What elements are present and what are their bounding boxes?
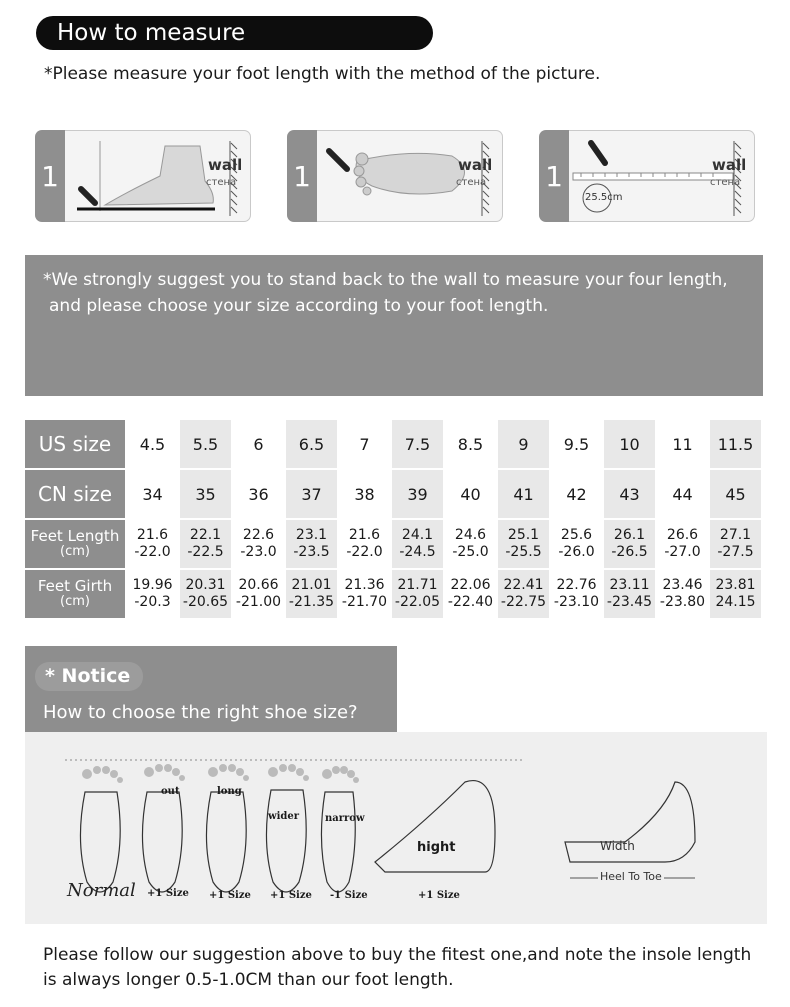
foot-top-icon bbox=[317, 131, 502, 221]
feet-length-to: -22.5 bbox=[187, 544, 224, 560]
feet-girth-cell bbox=[179, 569, 232, 619]
size-note-out: +1 Size bbox=[147, 888, 189, 899]
notice-question: How to choose the right shoe size? bbox=[43, 702, 358, 723]
us-size-cell: 6 bbox=[232, 420, 285, 469]
size-note-hight: +1 Size bbox=[418, 890, 460, 901]
us-size-cell: 11.5 bbox=[709, 420, 762, 469]
suggestion-line-2: and please choose your size according to your foot length. bbox=[49, 296, 549, 316]
step-card-ruler bbox=[539, 130, 754, 222]
feet-girth-cell bbox=[338, 569, 391, 619]
width-label: Width bbox=[600, 839, 635, 853]
feet-girth-cell bbox=[285, 569, 338, 619]
wall-label: wall bbox=[458, 156, 493, 174]
feet-girth-from: 19.96 bbox=[132, 577, 173, 593]
feet-girth-to: -23.80 bbox=[659, 594, 706, 610]
measure-instruction: *Please measure your foot length with the method of the picture. bbox=[44, 64, 601, 84]
step-illustration bbox=[65, 130, 251, 222]
notice-box bbox=[25, 646, 397, 732]
feet-length-cell bbox=[497, 519, 550, 569]
notice-tag-label: * Notice bbox=[45, 665, 131, 687]
feet-length-cell bbox=[656, 519, 709, 569]
wall-label-ru: стена bbox=[710, 177, 741, 188]
feet-length-header bbox=[25, 519, 126, 569]
feet-girth-cell bbox=[126, 569, 179, 619]
feet-length-to: -25.0 bbox=[452, 544, 489, 560]
section-title: How to measure bbox=[57, 20, 246, 46]
cn-size-cell: 39 bbox=[391, 469, 444, 519]
cn-size-cell: 42 bbox=[550, 469, 603, 519]
feet-girth-from: 21.01 bbox=[291, 577, 332, 593]
feet-girth-cell bbox=[391, 569, 444, 619]
feet-girth-unit: (cm) bbox=[60, 594, 90, 609]
us-size-cell: 10 bbox=[603, 420, 656, 469]
hight-label: hight bbox=[417, 840, 456, 855]
feet-length-from: 26.1 bbox=[613, 527, 646, 543]
wall-label-ru: стена bbox=[206, 177, 237, 188]
feet-length-cell bbox=[391, 519, 444, 569]
measure-label: 25.5cm bbox=[585, 192, 623, 203]
feet-girth-cell bbox=[603, 569, 656, 619]
feet-length-cell bbox=[338, 519, 391, 569]
feet-length-from: 25.6 bbox=[560, 527, 593, 543]
feet-girth-from: 21.36 bbox=[344, 577, 385, 593]
narrow-label: narrow bbox=[325, 813, 365, 824]
step-number: 1 bbox=[287, 130, 317, 222]
feet-length-to: -27.5 bbox=[717, 544, 754, 560]
feet-girth-to: -22.05 bbox=[394, 594, 441, 610]
feet-length-from: 21.6 bbox=[136, 527, 169, 543]
foot-shape-diagram bbox=[25, 732, 767, 924]
section-title-pill bbox=[36, 16, 433, 50]
feet-girth-to: -20.65 bbox=[182, 594, 229, 610]
feet-girth-cell bbox=[232, 569, 285, 619]
feet-length-label: Feet Length bbox=[30, 527, 120, 545]
us-size-cell: 8.5 bbox=[444, 420, 497, 469]
feet-girth-from: 20.66 bbox=[238, 577, 279, 593]
feet-girth-cell bbox=[550, 569, 603, 619]
feet-girth-to: -22.75 bbox=[500, 594, 547, 610]
foot-side-icon bbox=[65, 131, 250, 221]
us-size-cell: 7.5 bbox=[391, 420, 444, 469]
feet-girth-from: 21.71 bbox=[397, 577, 438, 593]
feet-length-from: 26.6 bbox=[666, 527, 699, 543]
cn-size-cell: 40 bbox=[444, 469, 497, 519]
wall-label: wall bbox=[712, 156, 747, 174]
us-size-cell: 5.5 bbox=[179, 420, 232, 469]
size-chart-table bbox=[25, 420, 763, 620]
feet-girth-to: -21.70 bbox=[341, 594, 388, 610]
ruler-icon bbox=[569, 131, 754, 221]
feet-girth-from: 23.46 bbox=[662, 577, 703, 593]
size-note-long: +1 Size bbox=[209, 890, 251, 901]
feet-girth-to: -20.3 bbox=[134, 594, 171, 610]
step-number: 1 bbox=[35, 130, 65, 222]
cn-size-cell: 43 bbox=[603, 469, 656, 519]
feet-length-cell bbox=[126, 519, 179, 569]
feet-girth-from: 20.31 bbox=[185, 577, 226, 593]
feet-girth-header bbox=[25, 569, 126, 619]
feet-length-cell bbox=[232, 519, 285, 569]
feet-length-cell bbox=[709, 519, 762, 569]
long-label: long bbox=[217, 786, 242, 797]
cn-size-cell: 44 bbox=[656, 469, 709, 519]
feet-length-cell bbox=[444, 519, 497, 569]
feet-girth-from: 23.81 bbox=[715, 577, 756, 593]
us-size-cell: 9.5 bbox=[550, 420, 603, 469]
feet-girth-cell bbox=[656, 569, 709, 619]
wider-label: wider bbox=[268, 811, 300, 822]
step-illustration bbox=[569, 130, 755, 222]
footer-note bbox=[43, 943, 763, 993]
cn-size-cell: 38 bbox=[338, 469, 391, 519]
feet-length-from: 24.1 bbox=[401, 527, 434, 543]
feet-length-to: -26.0 bbox=[558, 544, 595, 560]
step-card-side-view bbox=[35, 130, 250, 222]
notice-tag bbox=[35, 662, 143, 691]
feet-girth-cell bbox=[444, 569, 497, 619]
cn-size-cell: 35 bbox=[179, 469, 232, 519]
feet-length-to: -27.0 bbox=[664, 544, 701, 560]
feet-length-to: -26.5 bbox=[611, 544, 648, 560]
feet-girth-to: 24.15 bbox=[715, 594, 756, 610]
us-size-cell: 11 bbox=[656, 420, 709, 469]
feet-length-to: -23.0 bbox=[240, 544, 277, 560]
feet-length-to: -25.5 bbox=[505, 544, 542, 560]
feet-length-from: 22.6 bbox=[242, 527, 275, 543]
feet-girth-to: -22.40 bbox=[447, 594, 494, 610]
feet-length-cell bbox=[179, 519, 232, 569]
footer-line-1: Please follow our suggestion above to buy the fitest one,and note the insole length bbox=[43, 945, 752, 965]
step-number: 1 bbox=[539, 130, 569, 222]
feet-length-to: -22.0 bbox=[134, 544, 171, 560]
wall-label: wall bbox=[208, 156, 243, 174]
feet-girth-to: -21.35 bbox=[288, 594, 335, 610]
feet-girth-to: -23.10 bbox=[553, 594, 600, 610]
size-note-wider: +1 Size bbox=[270, 890, 312, 901]
feet-girth-cell bbox=[497, 569, 550, 619]
feet-girth-row bbox=[25, 569, 762, 619]
feet-girth-to: -21.00 bbox=[235, 594, 282, 610]
wall-label-ru: стена bbox=[456, 177, 487, 188]
cn-size-cell: 37 bbox=[285, 469, 338, 519]
feet-length-to: -23.5 bbox=[293, 544, 330, 560]
normal-label: Normal bbox=[67, 880, 136, 901]
size-note-narrow: -1 Size bbox=[330, 890, 368, 901]
cn-size-cell: 34 bbox=[126, 469, 179, 519]
cn-size-row bbox=[25, 469, 762, 519]
us-size-cell: 4.5 bbox=[126, 420, 179, 469]
feet-girth-from: 22.76 bbox=[556, 577, 597, 593]
us-size-row bbox=[25, 420, 762, 469]
feet-length-from: 23.1 bbox=[295, 527, 328, 543]
heel-to-toe-label: Heel To Toe bbox=[600, 870, 662, 883]
feet-length-from: 21.6 bbox=[348, 527, 381, 543]
step-illustration bbox=[317, 130, 503, 222]
us-size-header: US size bbox=[25, 420, 126, 469]
feet-length-cell bbox=[603, 519, 656, 569]
feet-length-from: 25.1 bbox=[507, 527, 540, 543]
feet-length-from: 27.1 bbox=[719, 527, 752, 543]
cn-size-cell: 41 bbox=[497, 469, 550, 519]
cn-size-header: CN size bbox=[25, 469, 126, 519]
us-size-cell: 9 bbox=[497, 420, 550, 469]
feet-length-from: 22.1 bbox=[189, 527, 222, 543]
feet-girth-from: 22.41 bbox=[503, 577, 544, 593]
feet-length-to: -24.5 bbox=[399, 544, 436, 560]
us-size-cell: 7 bbox=[338, 420, 391, 469]
cn-size-cell: 45 bbox=[709, 469, 762, 519]
feet-length-unit: (cm) bbox=[60, 544, 90, 559]
feet-girth-to: -23.45 bbox=[606, 594, 653, 610]
foot-shapes-illustration bbox=[25, 732, 767, 924]
suggestion-line-1: *We strongly suggest you to stand back to the wall to measure your four length, bbox=[43, 270, 728, 290]
feet-girth-from: 22.06 bbox=[450, 577, 491, 593]
out-label: out bbox=[161, 786, 180, 797]
cn-size-cell: 36 bbox=[232, 469, 285, 519]
feet-length-cell bbox=[550, 519, 603, 569]
feet-length-to: -22.0 bbox=[346, 544, 383, 560]
feet-girth-label: Feet Girth bbox=[37, 577, 113, 595]
feet-girth-from: 23.11 bbox=[609, 577, 650, 593]
feet-girth-cell bbox=[709, 569, 762, 619]
footer-line-2: is always longer 0.5-1.0CM than our foot length. bbox=[43, 970, 454, 990]
suggestion-box bbox=[25, 255, 763, 396]
feet-length-cell bbox=[285, 519, 338, 569]
step-card-top-view bbox=[287, 130, 502, 222]
feet-length-from: 24.6 bbox=[454, 527, 487, 543]
feet-length-row bbox=[25, 519, 762, 569]
us-size-cell: 6.5 bbox=[285, 420, 338, 469]
